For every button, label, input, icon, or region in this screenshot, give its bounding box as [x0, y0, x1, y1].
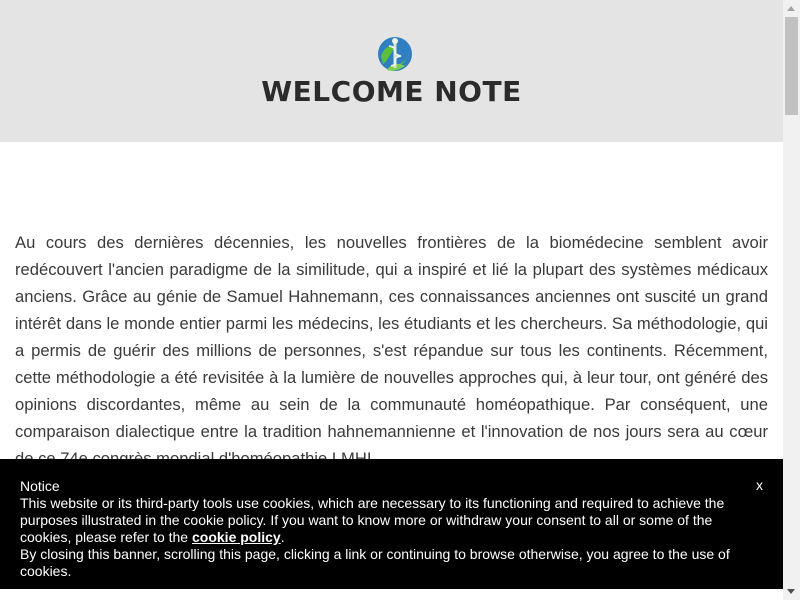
cookie-banner	[0, 459, 783, 589]
page-title: WELCOME NOTE	[261, 75, 522, 108]
caduceus-globe-logo-icon[interactable]	[377, 36, 413, 72]
header	[0, 0, 783, 142]
scroll-down-arrow-icon[interactable]	[787, 589, 795, 594]
cookie-banner-content	[20, 478, 732, 580]
cookie-notice-text-end: .	[280, 529, 285, 545]
cookie-notice-title: Notice	[20, 478, 60, 494]
welcome-paragraph: Au cours des dernières décennies, les nouvelles frontières de la biomédecine semblent avoir redécouvert l'ancien paradigme de la similitude, qui a inspiré et lié la plupart des systèmes médicaux anciens. Grâce au génie de Samuel Hahnemann, ces connaissances anciennes ont suscité un grand intérêt dans le monde entier parmi les médecins, les étudiants et les chercheurs. Sa méthodologie, qui a permis de guérir des millions de personnes, s'est répandue sur tous les continents. Récemment, cette méthodologie a été revisitée à la lumière de nouvelles approches qui, à leur tour, ont généré des opinions discordantes, même au sein de la communauté homéopathique. Par conséquent, une comparaison dialectique entre la tradition hahnemannienne et l'innovation de nos jours sera au cœur	[15, 233, 768, 441]
cookie-notice-text: This website or its third-party tools use cookies, which are necessary to its functioning and required to achieve the purposes illustrated in the cookie policy. If you want to know more or withdraw your consent to all or some of the cookies, please refer to the	[20, 495, 725, 545]
vertical-scrollbar[interactable]	[783, 0, 800, 600]
close-icon[interactable]: x	[756, 477, 763, 493]
cookie-consent-text: By closing this banner, scrolling this page, clicking a link or continuing to browse otherwise, you agree to the use of cookies.	[20, 546, 730, 579]
scroll-up-arrow-icon[interactable]	[787, 6, 795, 11]
cookie-policy-link[interactable]: cookie policy	[192, 529, 281, 545]
scrollbar-thumb[interactable]	[785, 17, 798, 115]
